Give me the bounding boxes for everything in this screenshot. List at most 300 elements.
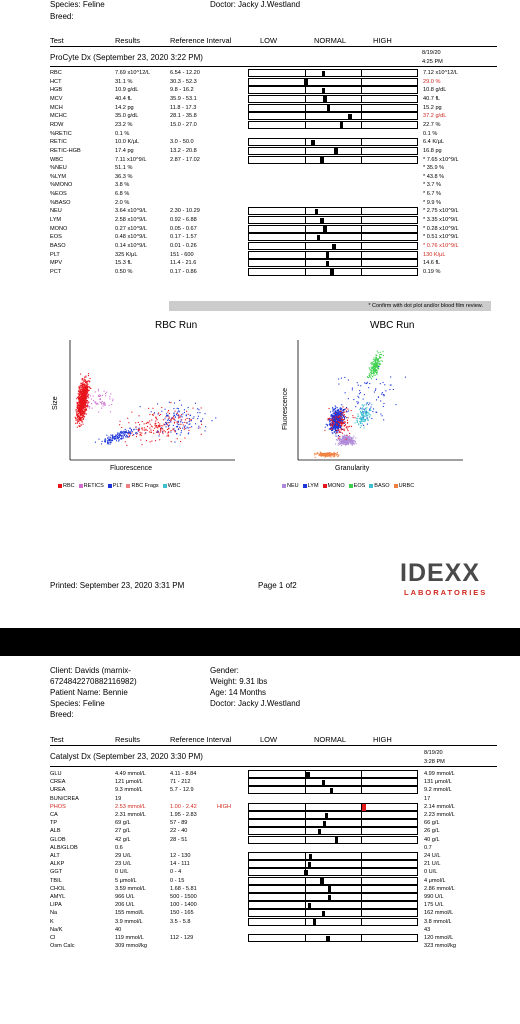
rbc-dot xyxy=(86,414,87,415)
mono-dot xyxy=(332,421,333,422)
prev-time-2: 3:28 PM xyxy=(424,759,445,765)
lym-scatter-dot xyxy=(373,408,374,409)
mono-dot xyxy=(339,416,340,417)
rbc-dot xyxy=(87,396,88,397)
rbc-dot xyxy=(82,413,83,414)
lym-scatter-dot xyxy=(360,408,361,409)
rbc-dot xyxy=(85,402,86,403)
baso-dot xyxy=(368,413,369,414)
rbc-scatter-dot xyxy=(140,440,141,441)
plt-scatter-dot xyxy=(168,426,169,427)
plt-scatter-dot xyxy=(205,430,206,431)
table-row xyxy=(0,942,520,950)
rbc-scatter-dot xyxy=(142,421,143,422)
col-normal: NORMAL xyxy=(314,36,347,45)
mono-dot xyxy=(334,422,335,423)
table-row xyxy=(0,803,520,811)
eos-dot xyxy=(375,362,376,363)
plt-scatter-dot xyxy=(173,425,174,426)
cell-prev: 21 U/L xyxy=(424,861,441,868)
rbc-dot xyxy=(84,378,85,379)
cell-prev: 175 U/L xyxy=(424,902,444,909)
cell-prev: 6.4 K/μL xyxy=(423,139,444,146)
plt-scatter-dot xyxy=(184,412,185,413)
cell-test: BASO xyxy=(50,243,66,249)
plt-scatter-dot xyxy=(178,415,179,416)
lym-scatter-dot xyxy=(380,400,381,401)
plt-dot xyxy=(125,431,126,432)
neu-dot xyxy=(347,438,348,439)
neu-dot xyxy=(352,443,353,444)
cell-prev: 17 xyxy=(424,795,431,802)
eos-dot xyxy=(372,364,373,365)
rbc-dot xyxy=(77,405,78,406)
rbc-dot xyxy=(85,411,86,412)
baso-dot xyxy=(362,415,363,416)
rbc-scatter-dot xyxy=(170,402,171,403)
plt-dot xyxy=(130,431,131,432)
rbc-dot xyxy=(78,397,79,398)
range-bar xyxy=(248,225,418,233)
legend-swatch xyxy=(323,484,327,488)
mono-dot xyxy=(329,408,330,409)
baso-dot xyxy=(370,410,371,411)
rbc-dot xyxy=(85,377,86,378)
lym-dot xyxy=(338,423,339,424)
rbc-dot xyxy=(84,387,85,388)
baso-dot xyxy=(357,416,358,417)
plt-dot xyxy=(126,432,127,433)
plt-dot xyxy=(135,433,136,434)
plt-scatter-dot xyxy=(151,411,152,412)
rbc-scatter-dot xyxy=(184,429,185,430)
eos-dot xyxy=(381,360,382,361)
rbc-scatter-dot xyxy=(161,407,162,408)
retic-dot xyxy=(105,393,106,394)
cell-test: RETIC-HGB xyxy=(50,147,81,154)
cell-prev: 15.2 pg xyxy=(423,104,442,111)
wbc-scatter-plot xyxy=(288,340,463,480)
baso-dot xyxy=(367,412,368,413)
cell-test: NEU xyxy=(50,208,62,215)
cell-ref: 22 - 40 xyxy=(170,828,188,835)
neu-dot xyxy=(345,445,346,446)
neu-dot xyxy=(345,437,346,438)
cell-ref: 11.4 - 21.6 xyxy=(170,260,197,267)
plt-scatter-dot xyxy=(164,418,165,419)
col-low: LOW xyxy=(260,36,278,45)
age-label: Age: 14 Months xyxy=(210,688,267,697)
plt-dot xyxy=(124,435,125,436)
rbc-scatter-dot xyxy=(145,433,146,434)
rbc-scatter-dot xyxy=(171,441,172,442)
lym-dot xyxy=(332,415,333,416)
neu-dot xyxy=(343,441,344,442)
retic-dot xyxy=(98,389,99,390)
rbc-dot xyxy=(82,410,83,411)
plt-dot xyxy=(105,438,106,439)
eos-dot xyxy=(371,374,372,375)
result-marker xyxy=(304,870,308,876)
lym-dot xyxy=(327,424,328,425)
rbc-scatter-dot xyxy=(119,424,120,425)
legend-item xyxy=(163,483,181,489)
table-row xyxy=(0,901,520,909)
mono-dot xyxy=(346,408,347,409)
table-row xyxy=(0,138,520,146)
plt-dot xyxy=(123,436,124,437)
neu-dot xyxy=(352,444,353,445)
rbc-scatter-dot xyxy=(139,434,140,435)
rbc-dot xyxy=(88,375,89,376)
rbc-scatter-dot xyxy=(141,433,142,434)
page-separator xyxy=(0,628,520,656)
plt-scatter-dot xyxy=(167,415,168,416)
plt-scatter-dot xyxy=(177,408,178,409)
legend-item xyxy=(108,483,123,489)
baso-dot xyxy=(367,420,368,421)
retic-dot xyxy=(95,403,96,404)
neu-dot xyxy=(353,436,354,437)
mono-dot xyxy=(346,427,347,428)
rbc-dot xyxy=(84,381,85,382)
baso-dot xyxy=(361,413,362,414)
plt-dot xyxy=(111,442,112,443)
rbc-dot xyxy=(84,405,85,406)
plt-scatter-dot xyxy=(161,411,162,412)
mono-dot xyxy=(351,426,352,427)
retic-dot xyxy=(88,397,89,398)
baso-dot xyxy=(360,423,361,424)
plt-scatter-dot xyxy=(190,415,191,416)
eos-dot xyxy=(378,368,379,369)
rbc-dot xyxy=(75,423,76,424)
lym-dot xyxy=(331,414,332,415)
rbc-dot xyxy=(77,419,78,420)
neu-dot xyxy=(344,443,345,444)
legend-item xyxy=(394,483,415,489)
baso-dot xyxy=(357,420,358,421)
plt-scatter-dot xyxy=(187,427,188,428)
cell-test: CREA xyxy=(50,779,66,786)
plt-scatter-dot xyxy=(169,420,170,421)
retic-dot xyxy=(91,403,92,404)
lym-scatter-dot xyxy=(363,412,364,413)
cell-prev: 29.0 % xyxy=(423,78,441,85)
baso-dot xyxy=(366,410,367,411)
plt-scatter-dot xyxy=(181,430,182,431)
cell-prev: 24 U/L xyxy=(424,853,441,859)
rbc-scatter-dot xyxy=(201,434,202,435)
mono-dot xyxy=(332,428,333,429)
cell-test: RBC xyxy=(50,70,62,76)
rbc-scatter-dot xyxy=(150,441,151,442)
mono-dot xyxy=(341,421,342,422)
cell-result: 0.48 x10^9/L xyxy=(115,234,147,241)
lym-dot xyxy=(332,407,333,408)
range-bar xyxy=(248,112,418,120)
table-row xyxy=(0,885,520,893)
plt-scatter-dot xyxy=(193,418,194,419)
plt-scatter-dot xyxy=(174,442,175,443)
mono-dot xyxy=(341,411,342,412)
rbc-dot xyxy=(80,399,81,400)
lym-scatter-dot xyxy=(370,407,371,408)
rbc-dot xyxy=(81,391,82,392)
cell-result: 2.0 % xyxy=(115,199,130,206)
eos-dot xyxy=(371,370,372,371)
plt-scatter-dot xyxy=(166,426,167,427)
cell-prev: 162 mmol/L xyxy=(424,910,454,917)
rbc-dot xyxy=(84,384,85,385)
mono-dot xyxy=(330,425,331,426)
rbc-scatter-dot xyxy=(169,413,170,414)
range-bar xyxy=(248,836,418,844)
col-results: Results xyxy=(115,36,141,45)
neu-dot xyxy=(341,445,342,446)
plt-scatter-dot xyxy=(177,423,178,424)
rbc-scatter-dot xyxy=(174,430,175,431)
plt-dot xyxy=(112,438,113,439)
rbc-dot xyxy=(78,411,79,412)
baso-dot xyxy=(359,418,360,419)
retic-dot xyxy=(104,402,105,403)
retic-dot xyxy=(109,398,110,399)
rbc-scatter-dot xyxy=(167,436,168,437)
rbc-dot xyxy=(81,407,82,408)
baso-dot xyxy=(362,420,363,421)
baso-dot xyxy=(360,412,361,413)
rbc-scatter-dot xyxy=(176,421,177,422)
cell-result: 42 g/L xyxy=(115,836,131,843)
plt-scatter-dot xyxy=(175,430,176,431)
rbc-scatter-dot xyxy=(148,408,149,409)
cell-prev: 0.7 xyxy=(424,844,432,851)
cell-result: 0.6 xyxy=(115,844,123,851)
eos-dot xyxy=(377,374,378,375)
cell-ref: 11.8 - 17.3 xyxy=(170,104,197,111)
rbc-scatter-dot xyxy=(187,418,188,419)
result-marker xyxy=(328,886,332,892)
eos-dot xyxy=(377,360,378,361)
rbc-dot xyxy=(84,377,85,378)
plt-scatter-dot xyxy=(185,425,186,426)
cell-result: 51.1 % xyxy=(115,165,133,172)
rbc-dot xyxy=(81,396,82,397)
range-bar xyxy=(248,207,418,215)
rbc-scatter-dot xyxy=(150,430,151,431)
legend-label: BASO xyxy=(374,483,390,489)
lym-scatter-dot xyxy=(357,396,358,397)
cell-result: 17.4 pg xyxy=(115,147,134,154)
range-bar xyxy=(248,259,418,267)
table-row xyxy=(0,199,520,207)
plt-dot xyxy=(129,428,130,429)
baso-dot xyxy=(360,411,361,412)
rbc-scatter-dot xyxy=(156,417,157,418)
wbc-xlabel: Granularity xyxy=(335,465,370,472)
mono-dot xyxy=(343,429,344,430)
breed-label-2: Breed: xyxy=(50,710,74,719)
rbc-dot xyxy=(76,411,77,412)
rbc-dot xyxy=(84,403,85,404)
cell-result: 121 μmol/L xyxy=(115,779,143,786)
rbc-dot xyxy=(79,394,80,395)
plt-dot xyxy=(128,430,129,431)
rbc-scatter-dot xyxy=(157,419,158,420)
neu-dot xyxy=(348,443,349,444)
lym-scatter-dot xyxy=(348,380,349,381)
table-row xyxy=(0,926,520,934)
rbc-scatter-dot xyxy=(148,422,149,423)
lym-scatter-dot xyxy=(383,406,384,407)
col-low-2: LOW xyxy=(260,735,278,744)
lym-scatter-dot xyxy=(348,398,349,399)
lym-scatter-dot xyxy=(355,406,356,407)
cell-test: GGT xyxy=(50,869,63,876)
lym-scatter-dot xyxy=(366,383,367,384)
eos-dot xyxy=(377,351,378,352)
neu-dot xyxy=(336,439,337,440)
rbc-dot xyxy=(85,394,86,395)
rbc-scatter-dot xyxy=(147,430,148,431)
prev-date-2: 8/19/20 xyxy=(424,750,443,756)
result-marker xyxy=(323,226,327,232)
lym-scatter-dot xyxy=(372,411,373,412)
retic-dot xyxy=(102,395,103,396)
plt-dot xyxy=(134,429,135,430)
plt-scatter-dot xyxy=(185,428,186,429)
eos-dot xyxy=(376,357,377,358)
result-marker xyxy=(334,148,338,154)
lym-dot xyxy=(330,415,331,416)
rbc-scatter-dot xyxy=(180,417,181,418)
cell-ref: 151 - 600 xyxy=(170,251,194,258)
legend-label: RBC Frags xyxy=(131,483,159,489)
rbc-dot xyxy=(84,413,85,414)
plt-dot xyxy=(114,436,115,437)
plt-dot xyxy=(120,438,121,439)
plt-scatter-dot xyxy=(179,400,180,401)
mono-dot xyxy=(343,412,344,413)
rbc-scatter-dot xyxy=(160,428,161,429)
col-results-2: Results xyxy=(115,735,141,744)
rbc-dot xyxy=(83,407,84,408)
mono-dot xyxy=(352,415,353,416)
result-marker xyxy=(320,878,324,884)
cell-ref: 3.5 - 5.8 xyxy=(170,918,191,925)
lym-dot xyxy=(338,411,339,412)
neu-dot xyxy=(351,438,352,439)
cell-prev: 3.8 mmol/L xyxy=(424,918,452,925)
cell-test: MONO xyxy=(50,225,68,232)
cell-ref: 0.17 - 1.57 xyxy=(170,234,197,241)
plt-scatter-dot xyxy=(200,421,201,422)
rbc-scatter-dot xyxy=(147,422,148,423)
rbc-scatter-dot xyxy=(128,422,129,423)
retic-dot xyxy=(89,408,90,409)
rbc-dot xyxy=(85,396,86,397)
cell-prev: 323 mmol/kg xyxy=(424,943,457,950)
plt-scatter-dot xyxy=(182,422,183,423)
range-bar xyxy=(248,877,418,885)
lym-dot xyxy=(337,414,338,415)
rbc-scatter-dot xyxy=(201,407,202,408)
idexx-logo-subtitle: LABORATORIES xyxy=(404,588,488,597)
result-marker xyxy=(348,114,352,120)
neu-dot xyxy=(356,443,357,444)
plt-dot xyxy=(110,435,111,436)
retic-dot xyxy=(96,404,97,405)
table-row xyxy=(0,811,520,819)
plt-scatter-dot xyxy=(171,417,172,418)
lym-scatter-dot xyxy=(364,382,365,383)
header-rule-2 xyxy=(50,745,497,746)
rbc-dot xyxy=(77,403,78,404)
legend-swatch xyxy=(282,484,286,488)
cell-ref: 500 - 1500 xyxy=(170,894,197,900)
baso-dot xyxy=(365,419,366,420)
rbc-scatter-dot xyxy=(150,424,151,425)
plt-dot xyxy=(115,438,116,439)
cell-result: 23.2 % xyxy=(115,121,133,128)
baso-dot xyxy=(363,419,364,420)
result-marker xyxy=(322,911,326,917)
cell-ref: 30.3 - 52.3 xyxy=(170,78,197,85)
section-rule xyxy=(50,66,497,67)
mono-dot xyxy=(344,421,345,422)
urbc-dot xyxy=(324,453,325,454)
result-marker xyxy=(309,854,313,860)
printed-timestamp: Printed: September 23, 2020 3:31 PM xyxy=(50,581,185,590)
cell-result: 2.53 mmol/L xyxy=(115,803,146,810)
table-row xyxy=(0,827,520,835)
mono-dot xyxy=(341,429,342,430)
rbc-scatter-dot xyxy=(199,427,200,428)
lym-scatter-dot xyxy=(348,411,349,412)
range-bar xyxy=(248,893,418,901)
plt-dot xyxy=(125,433,126,434)
lym-dot xyxy=(325,427,326,428)
rbc-dot xyxy=(86,391,87,392)
rbc-dot xyxy=(89,390,90,391)
rbc-dot xyxy=(79,423,80,424)
cell-prev: * 35.9 % xyxy=(423,165,445,172)
urbc-dot xyxy=(334,456,335,457)
table-row xyxy=(0,216,520,224)
mono-dot xyxy=(339,415,340,416)
result-marker xyxy=(304,79,308,85)
baso-dot xyxy=(356,418,357,419)
cell-prev: 37.2 g/dL xyxy=(423,113,447,120)
mono-dot xyxy=(348,426,349,427)
cell-ref: 1.95 - 2.83 xyxy=(170,812,197,818)
table-row xyxy=(0,786,520,794)
plt-scatter-dot xyxy=(184,409,185,410)
rbc-dot xyxy=(86,398,87,399)
lym-scatter-dot xyxy=(369,383,370,384)
lym-scatter-dot xyxy=(356,401,357,402)
retic-dot xyxy=(98,390,99,391)
plt-scatter-dot xyxy=(173,413,174,414)
baso-dot xyxy=(367,415,368,416)
rbc-scatter-dot xyxy=(171,420,172,421)
plt-dot xyxy=(121,435,122,436)
rbc-dot xyxy=(83,401,84,402)
cell-prev: 66 g/L xyxy=(424,820,440,827)
mono-dot xyxy=(339,436,340,437)
rbc-dot xyxy=(90,388,91,389)
